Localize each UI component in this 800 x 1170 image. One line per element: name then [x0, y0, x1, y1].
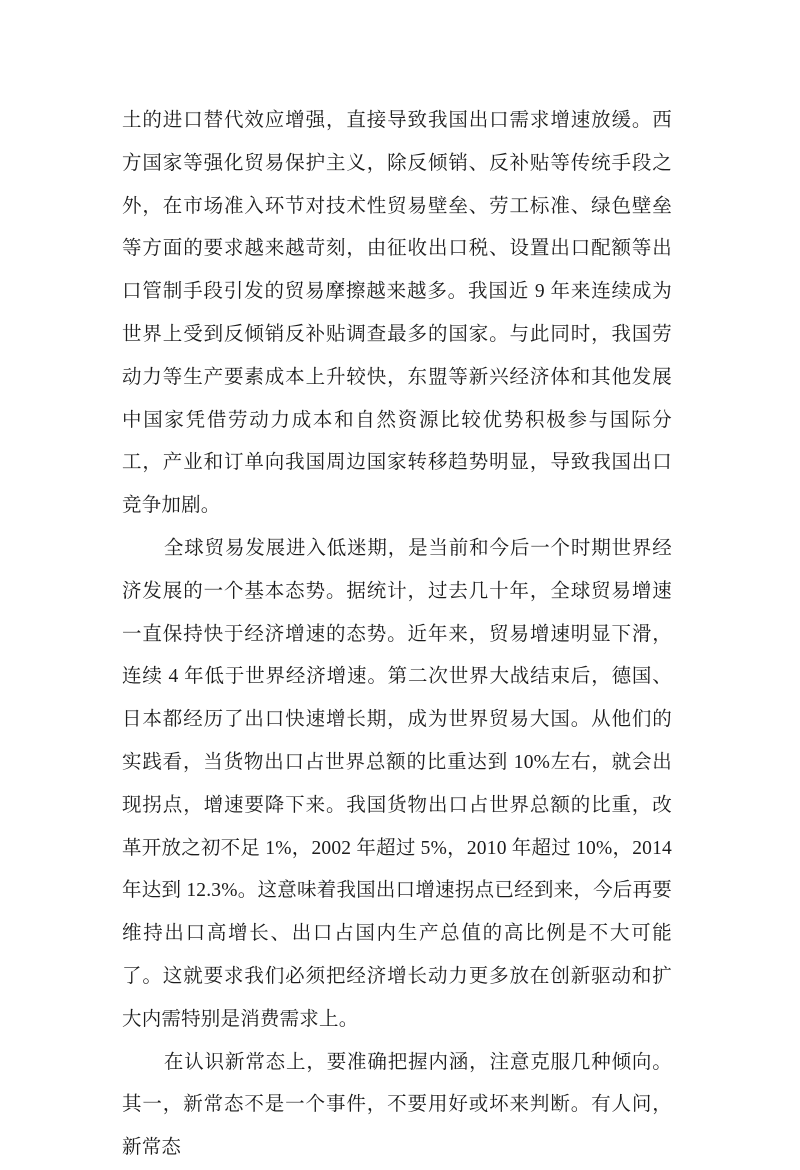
- paragraph-2: 全球贸易发展进入低迷期，是当前和今后一个时期世界经济发展的一个基本态势。据统计，过去几十年，全球贸易增速一直保持快于经济增速的态势。近年来，贸易增速明显下滑，连续 4 年低于世界经济增速。第二次世界大战结束后，德国、日本都经历了出口快速增长期，成为世界贸易大国。从他们的实践看，当货物出口占世界总额的比重达到 10%左右，就会出现拐点，增速要降下来。我国货物出口占世界总额的比重，改革开放之初不足 1%，2002 年超过 5%，2010 年超过 10%，2014 年达到 12.3%。这意味着我国出口增速拐点已经到来，今后再要维持出口高增长、出口占国内生产总值的高比例是不大可能了。这就要求我们必须把经济增长动力更多放在创新驱动和扩大内需特别是消费需求上。: [122, 537, 672, 1030]
- paragraph-1: 土的进口替代效应增强，直接导致我国出口需求增速放缓。西方国家等强化贸易保护主义，除反倾销、反补贴等传统手段之外，在市场准入环节对技术性贸易壁垒、劳工标准、绿色壁垒等方面的要求越来越苛刻，由征收出口税、设置出口配额等出口管制手段引发的贸易摩擦越来越多。我国近 9 年来连续成为世界上受到反倾销反补贴调查最多的国家。与此同时，我国劳动力等生产要素成本上升较快，东盟等新兴经济体和其他发展中国家凭借劳动力成本和自然资源比较优势积极参与国际分工，产业和订单向我国周边国家转移趋势明显，导致我国出口竞争加剧。: [122, 110, 672, 517]
- paragraph-3: 在认识新常态上，要准确把握内涵，注意克服几种倾向。其一，新常态不是一个事件，不要用好或坏来判断。有人问，新常态: [122, 1051, 672, 1159]
- document-body: [122, 100, 672, 1170]
